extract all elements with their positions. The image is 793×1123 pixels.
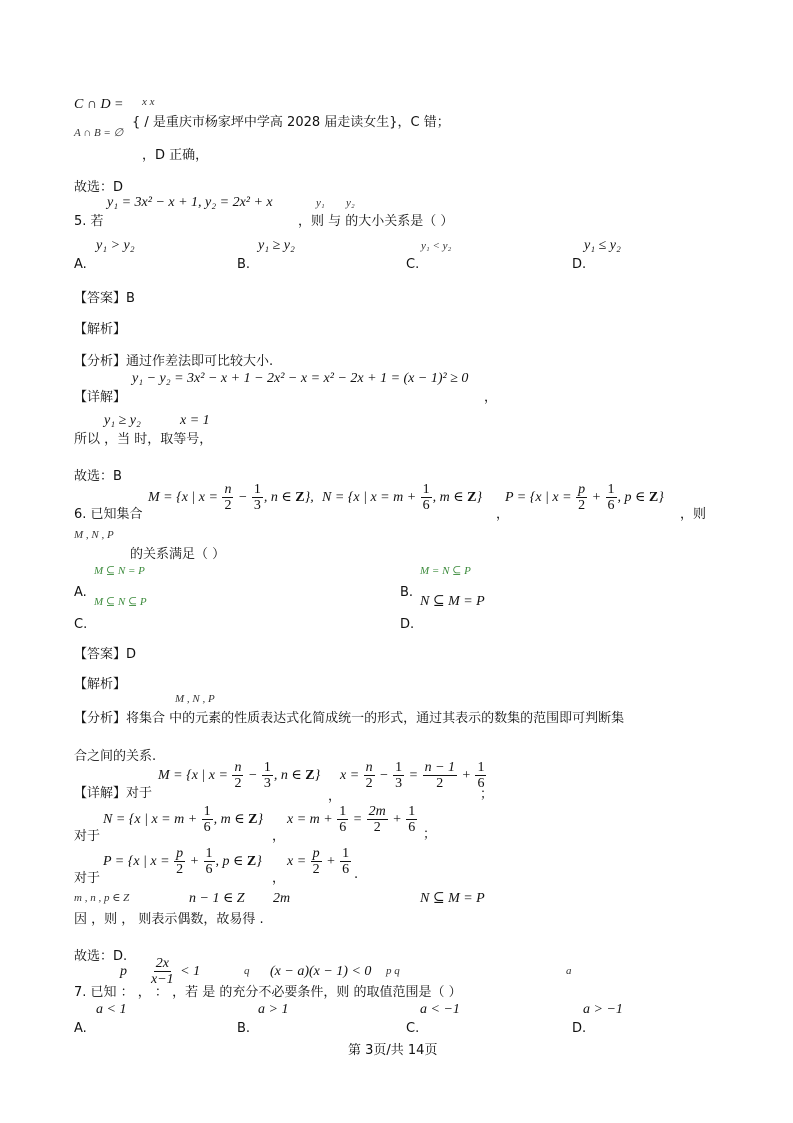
q6-analysis-head: 【解析】 [74, 677, 127, 692]
expr-c-cap-d: C ∩ D = [74, 97, 124, 112]
q5-option-a-expr: y₁ > y₂ [96, 238, 135, 253]
q5-option-c-expr: y₁ < y₂ [421, 240, 452, 252]
q5-y2: y₂ [346, 197, 355, 209]
q5-so-expr1: y₁ ≥ y₂ [104, 413, 141, 428]
q5-option-d-expr: y₁ ≤ y₂ [584, 238, 621, 253]
text-d-correct: ，D 正确， [142, 148, 209, 163]
expr-a-cap-b: A ∩ B = ∅ [74, 127, 124, 139]
q7-option-c-expr: a < −1 [420, 1002, 460, 1017]
q6-option-c-expr: M ⊆ N ⊆ P [94, 596, 147, 608]
q6-option-d-expr: N ⊆ M = P [420, 594, 485, 609]
q7-q-expr: (x − a)(x − 1) < 0 [270, 964, 372, 979]
q5-choice: 故选：B [74, 469, 122, 484]
q6-analysis2: 合之间的关系. [74, 749, 157, 764]
q6-relation: 的关系满足（ ） [130, 547, 226, 562]
q7-a: a [566, 965, 572, 977]
q6-option-b-expr: M = N ⊆ P [420, 565, 471, 577]
q7-option-c-label: C. [406, 1021, 420, 1036]
q6-because-2m: 2m [273, 891, 291, 906]
q7-q: q [244, 965, 250, 977]
q5-option-b-label: B. [237, 257, 251, 272]
q7-pq: p q [386, 965, 400, 977]
q5-so-expr2: x = 1 [180, 413, 210, 428]
q6-option-a-label: A. [74, 585, 87, 600]
q5-option-b-expr: y₁ ≥ y₂ [258, 238, 295, 253]
q7-option-b-expr: a > 1 [258, 1002, 289, 1017]
q6-answer: 【答案】D [74, 647, 137, 662]
q6-detail-p: P = {x | x = $\frac{p}{2}$ + $\frac{1}{6}$ , p ∈ Z} [103, 846, 262, 878]
q7-p-expr: $\frac{2x}{x-1}$ < 1 [151, 956, 201, 988]
q7-option-d-label: D. [572, 1021, 587, 1036]
q5-option-d-label: D. [572, 257, 587, 272]
q6-set-n: N = {x | x = m + $\frac{1}{6}$ , m ∈ Z} [322, 482, 483, 514]
expr-x-x: x x [142, 96, 155, 108]
q5-option-c-label: C. [406, 257, 420, 272]
q5-detail-expr: y₁ − y₂ = 3x² − x + 1 − 2x² − x = x² − 2x + 1 = (x − 1)² ≥ 0 [132, 371, 469, 386]
page-footer: 第 3页/共 14页 [348, 1043, 438, 1058]
q6-period: . [354, 867, 359, 882]
q5-number: 5. 若 [74, 214, 104, 229]
q7-option-b-label: B. [237, 1021, 251, 1036]
q6-detail-n: N = {x | x = m + $\frac{1}{6}$ , m ∈ Z} [103, 804, 264, 836]
q6-for-p: 对于 [74, 871, 101, 886]
q5-question: ，则 与 的大小关系是（ ） [298, 214, 454, 229]
q6-option-a-expr: M ⊆ N = P [94, 565, 145, 577]
q6-detail-mx: x = $\frac{n}{2}$ − $\frac{1}{3}$ = $\frac{n - 1}{2}$ + $\frac{1}{6}$ [340, 760, 485, 792]
q6-detail-head: 【详解】对于 [74, 786, 153, 801]
q5-answer: 【答案】B [74, 291, 135, 306]
q6-detail-nx: x = m + $\frac{1}{6}$ = $\frac{2m}{2}$ + $\frac{1}{6}$ [287, 804, 416, 836]
q5-y1: y₁ [316, 197, 325, 209]
q6-for-n: 对于 [74, 829, 101, 844]
q6-choice: 故选：D. [74, 949, 128, 964]
q6-because-res: N ⊆ M = P [420, 891, 485, 906]
q5-given-expr: y₁ = 3x² − x + 1, y₂ = 2x² + x [107, 195, 273, 210]
q6-then: ，则 [680, 507, 707, 522]
q6-mnp2: M , N , P [175, 693, 215, 705]
q6-because-expr: m , n , p ∈ Z [74, 892, 130, 904]
q6-semi1: ； [480, 787, 494, 802]
choice-d: 故选：D [74, 180, 124, 195]
q6-line: 6. 已知集合 [74, 507, 143, 522]
q6-comma: ， [496, 507, 510, 522]
q5-detail-comma: ， [484, 390, 498, 405]
q6-sep3: ， [272, 871, 286, 886]
q6-sep2: ， [272, 829, 286, 844]
q5-option-a-label: A. [74, 257, 87, 272]
q6-set-m: M = {x | x = $\frac{n}{2}$ − $\frac{1}{3}$ , n ∈ Z}, [148, 482, 314, 514]
q7-p: p [120, 964, 127, 979]
q6-option-b-label: B. [400, 585, 414, 600]
q6-option-c-label: C. [74, 617, 88, 632]
q7-line: 7. 已知 ： ， ： ，若 是 的充分不必要条件，则 的取值范围是（ ） [74, 985, 462, 1000]
q7-option-d-expr: a > −1 [583, 1002, 623, 1017]
text-line: { / 是重庆市杨家坪中学高 2028 届走读女生}，C 错； [132, 115, 450, 130]
q7-option-a-label: A. [74, 1021, 87, 1036]
q6-set-p: P = {x | x = $\frac{p}{2}$ + $\frac{1}{6}$ , p ∈ Z} [505, 482, 664, 514]
q6-semi2: ； [423, 827, 437, 842]
q6-mnp: M , N , P [74, 529, 114, 541]
q6-option-d-label: D. [400, 617, 415, 632]
q5-analysis: 【分析】通过作差法即可比较大小. [74, 354, 274, 369]
q7-option-a-expr: a < 1 [96, 1002, 127, 1017]
q6-analysis1: 【分析】将集合 中的元素的性质表达式化简成统一的形式，通过其表示的数集的范围即可判断集 [74, 711, 625, 726]
q6-detail-px: x = $\frac{p}{2}$ + $\frac{1}{6}$ [287, 846, 350, 878]
q5-analysis-head: 【解析】 [74, 322, 127, 337]
q6-because-n1: n − 1 ∈ Z [189, 891, 245, 906]
q6-detail-m: M = {x | x = $\frac{n}{2}$ − $\frac{1}{3}$ , n ∈ Z} [158, 760, 321, 792]
q6-sep1: ， [328, 789, 342, 804]
q6-because: 因 ，则 ， 则表示偶数，故易得 . [74, 912, 264, 927]
q5-detail-head: 【详解】 [74, 390, 127, 405]
q5-so: 所以 ，当 时，取等号， [74, 432, 213, 447]
